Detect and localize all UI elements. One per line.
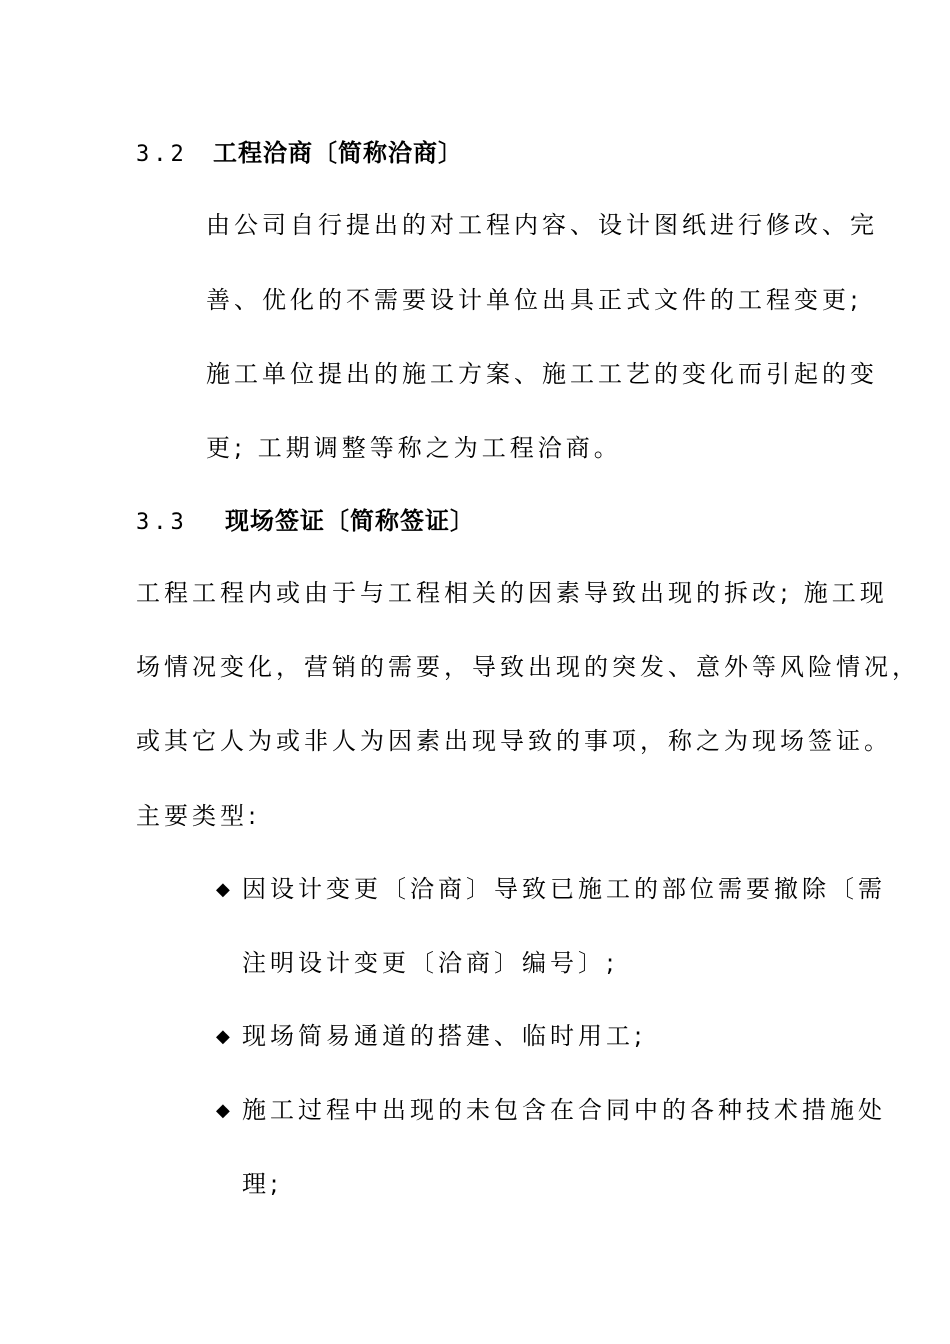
list-item-text: 因设计变更〔洽商〕导致已施工的部位需要撤除〔需 — [242, 875, 886, 903]
paragraph-line: 或其它人为或非人为因素出现导致的事项，称之为现场签证。 — [136, 727, 892, 755]
list-item-text: 施工过程中出现的未包含在合同中的各种技术措施处 — [242, 1096, 886, 1124]
section-number: 3.3 — [136, 510, 188, 535]
paragraph-line: 工程工程内或由于与工程相关的因素导致出现的拆改; 施工现 — [136, 579, 888, 607]
paragraph-line: 施工单位提出的施工方案、施工工艺的变化而引起的变 — [206, 360, 878, 388]
diamond-bullet-icon: ◆ — [216, 879, 230, 900]
section-title: 工程洽商〔简称洽商〕 — [213, 139, 463, 167]
types-label: 主要类型: — [136, 802, 261, 830]
section-3-3-heading — [136, 506, 475, 538]
paragraph-line: 由公司自行提出的对工程内容、设计图纸进行修改、完 — [206, 211, 878, 239]
diamond-bullet-icon: ◆ — [216, 1100, 230, 1121]
list-item-continuation: 注明设计变更〔洽商〕编号〕; — [242, 949, 619, 977]
section-title: 现场签证〔简称签证〕 — [225, 507, 475, 535]
paragraph-line: 更; 工期调整等称之为工程洽商。 — [206, 434, 622, 462]
list-item — [216, 1095, 886, 1126]
paragraph-line: 善、优化的不需要设计单位出具正式文件的工程变更; — [206, 286, 863, 314]
list-item-continuation: 理; — [242, 1170, 283, 1198]
list-item-text: 现场简易通道的搭建、临时用工; — [242, 1022, 647, 1050]
list-item — [216, 1021, 646, 1052]
section-3-2-heading — [136, 138, 463, 170]
list-item — [216, 874, 886, 905]
section-number: 3.2 — [136, 142, 188, 167]
paragraph-line: 场情况变化，营销的需要，导致出现的突发、意外等风险情况， — [136, 653, 920, 681]
diamond-bullet-icon: ◆ — [216, 1026, 230, 1047]
